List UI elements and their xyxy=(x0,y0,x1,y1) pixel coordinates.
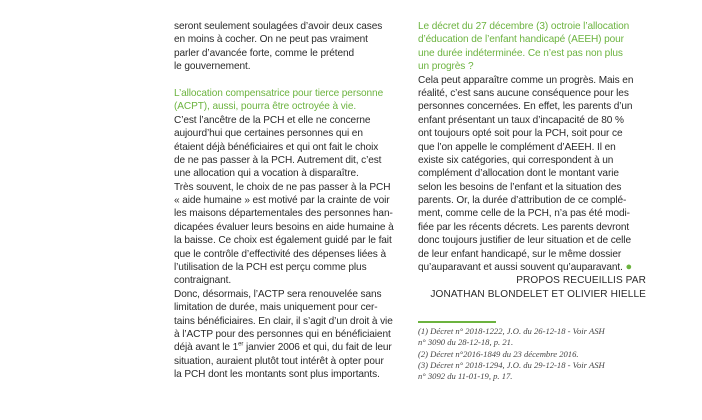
text-line: de ne pas passer à la PCH. Autrement dit, c’est xyxy=(174,154,382,166)
footnote-line: (3) Décret n° 2018-1294, J.O. du 29-12-18 - Voir ASH xyxy=(418,359,605,370)
text-line: aujourd’hui que certaines personnes qui en xyxy=(174,128,363,140)
text-line: personnes concernées. En effet, les parents d’un xyxy=(418,101,633,113)
text-line: parents. Or, la durée d’attribution de ce complé- xyxy=(418,195,627,207)
question-line: d’éducation de l’enfant handicapé (AEEH) pour xyxy=(418,34,624,46)
text-line-last xyxy=(418,261,646,274)
footnote-line: n° 3092 du 11-01-19, p. 17. xyxy=(418,371,513,382)
text-line: la PCH dont les montants sont plus importants. xyxy=(174,369,380,381)
interview-question-2 xyxy=(418,20,646,74)
text-line: ont toujours opté soit pour la PCH, soit pour ce xyxy=(418,128,623,140)
question-line: un progrès ? xyxy=(418,61,474,73)
question-line: (ACPT), aussi, pourra être octroyée à vie. xyxy=(174,101,357,113)
text-line: de leur enfant handicapé, sur le même dossier xyxy=(418,248,622,260)
text-line: réalité, c’est sans aucune conséquence pour les xyxy=(418,87,629,99)
text-line: limitation de durée, mais uniquement pour cer- xyxy=(174,302,378,314)
text-line-with-superscript xyxy=(174,341,392,354)
text-line: Donc, désormais, l’ACTP sera renouvelée sans xyxy=(174,288,382,300)
footnote-line: (2) Décret n°2016-1849 du 23 décembre 2016. xyxy=(418,348,579,359)
text-line: fiée par les récents décrets. Les parents devront xyxy=(418,221,630,233)
left-column xyxy=(174,20,392,382)
text-line: tains bénéficiaires. En clair, il s’agit d’un droit à vie xyxy=(174,315,393,327)
text-line: « aide humaine » est motivé par la crainte de voir xyxy=(174,195,390,207)
question-line: L’allocation compensatrice pour tierce personne xyxy=(174,87,384,99)
footnotes xyxy=(418,326,658,382)
text-line: donc toujours justifier de leur situation et de celle xyxy=(418,235,631,247)
end-of-article-icon: ● xyxy=(625,261,633,274)
footnote-divider xyxy=(418,321,496,323)
text-line: situation, auraient plutôt tout intérêt à opter pour xyxy=(174,355,384,367)
text-line: que le contrôle d’effectivité des dépenses liées à xyxy=(174,248,386,260)
text-line: le gouvernement. xyxy=(174,61,251,73)
text-line: ment, comme celle de la PCH, n’a pas été modi- xyxy=(418,208,630,220)
text-fragment: janvier 2006 et qui, du fait de leur xyxy=(243,342,392,354)
text-line: une allocation qui a vocation à disparaître. xyxy=(174,168,359,180)
text-line: dicapées évaluer leurs besoins en aide humaine à xyxy=(174,221,394,233)
signature xyxy=(418,274,646,301)
text-line: en moins à cocher. On ne peut pas vraiment xyxy=(174,34,368,46)
interview-question-1 xyxy=(174,87,392,114)
text-fragment: déjà avant le 1 xyxy=(174,342,239,354)
text-line: enfant présentant un taux d’incapacité de 80 % xyxy=(418,114,624,126)
superscript: er xyxy=(238,342,244,349)
text-line: la baisse. Ce choix est également guidé par le fait xyxy=(174,235,392,247)
question-line: Le décret du 27 décembre (3) octroie l’allocation xyxy=(418,21,630,32)
text-line: selon les besoins de l’enfant et la situation des xyxy=(418,181,622,193)
text-line: C’est l’ancêtre de la PCH et elle ne concerne xyxy=(174,114,371,126)
text-line: contraignant. xyxy=(174,275,232,287)
text-line: l’utilisation de la PCH est perçu comme plus xyxy=(174,262,367,274)
text-line: à l’ACTP pour des personnes qui en bénéficiaient xyxy=(174,328,391,340)
text-line: parler d’avancée forte, comme le prétend xyxy=(174,47,355,59)
text-line: seront seulement soulagées d’avoir deux cases xyxy=(174,21,383,32)
paragraph-1 xyxy=(174,20,392,74)
paragraph-2 xyxy=(174,114,392,288)
signature-line: JONATHAN BLONDELET ET OLIVIER HIELLE xyxy=(430,288,646,300)
text-line: que l’on appelle le complément d’AEEH. Il en xyxy=(418,141,616,153)
footnote-line: n° 3090 du 28-12-18, p. 21. xyxy=(418,337,514,348)
text-line: existe six catégories, qui correspondent à un xyxy=(418,154,614,166)
text-line: les maisons départementales des personnes han- xyxy=(174,208,393,220)
paragraph-3 xyxy=(174,288,392,382)
text-line: étaient déjà bénéficiaires et qui ont fait le choix xyxy=(174,141,379,153)
text-line: Cela peut apparaître comme un progrès. Mais en xyxy=(418,74,634,86)
text-fragment: qu’auparavant et aussi souvent qu’auparavant. xyxy=(418,262,623,274)
paragraph-4 xyxy=(418,74,646,275)
right-column xyxy=(418,20,646,301)
text-line: Très souvent, le choix de ne pas passer à la PCH xyxy=(174,181,391,193)
text-line: complément d’allocation dont le montant varie xyxy=(418,168,619,180)
question-line: une durée indéterminée. Ce n’est pas non plus xyxy=(418,47,623,59)
signature-line: PROPOS RECUEILLIS PAR xyxy=(516,275,646,287)
footnote-line: (1) Décret n° 2018-1222, J.O. du 26-12-18 - Voir ASH xyxy=(418,326,605,336)
